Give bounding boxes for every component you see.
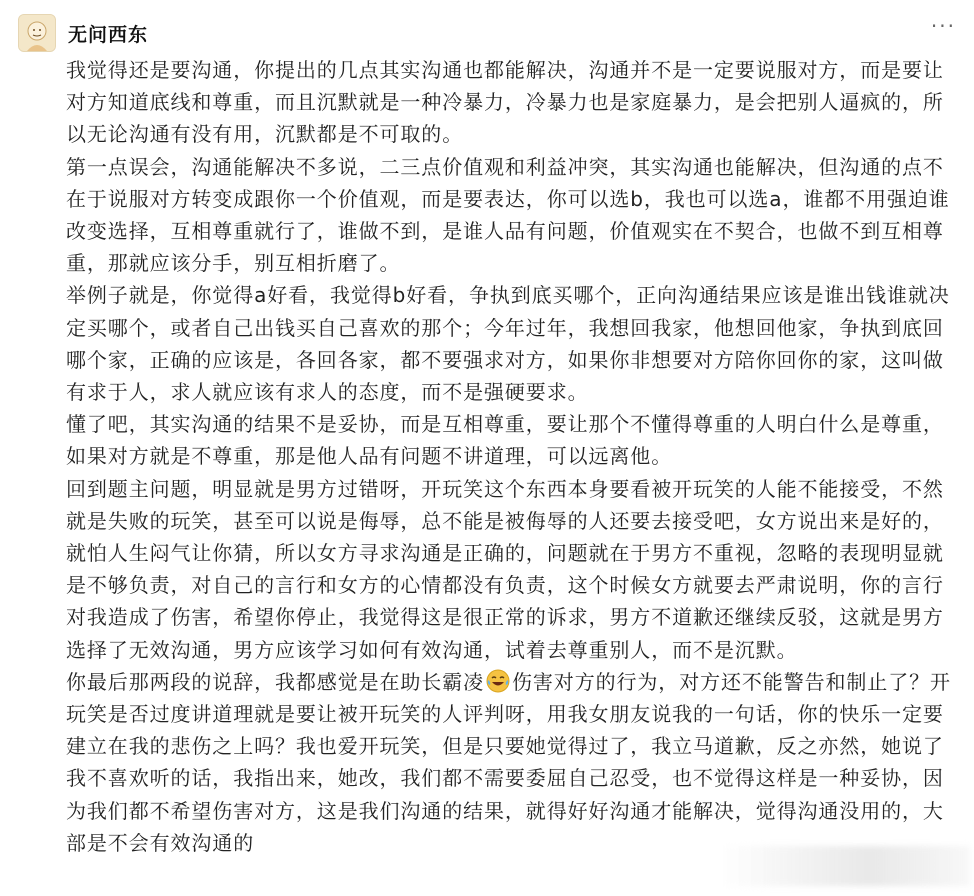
paragraph-6-text-start: 你最后那两段的说辞，我都感觉是在助长霸凌 [66, 669, 484, 694]
post-body [66, 54, 954, 859]
more-options-icon[interactable]: ··· [930, 14, 956, 38]
paragraph-5: 回到题主问题，明显就是男方过错呀，开玩笑这个东西本身要看被开玩笑的人能不能接受，不然就是失败的玩笑，甚至可以说是侮辱，总不能是被侮辱的人还要去接受吧，女方说出来是好的，就怕人生闷气让你猜，所以女方寻求沟通是正确的，问题就在于男方不重视，忽略的表现明显就是不够负责，对自己的言行和女方的心情都没有负责，这个时候女方就要去严肃说明，你的言行对我造成了伤害，希望你停止，我觉得这是很正常的诉求，男方不道歉还继续反驳，这就是男方选择了无效沟通，男方应该学习如何有效沟通，试着去尊重别人，而不是沉默。 [66, 476, 944, 662]
paragraph-2: 第一点误会，沟通能解决不多说，二三点价值观和利益冲突，其实沟通也能解决，但沟通的点不在于说服对方转变成跟你一个价值观，而是要表达，你可以选b，我也可以选a，谁都不用强迫谁改变选择，互相尊重就行了，谁做不到，是谁人品有问题，价值观实在不契合，也做不到互相尊重，那就应该分手，别互相折磨了。 [66, 154, 950, 276]
avatar-face-icon [19, 15, 55, 51]
paragraph-6 [66, 666, 954, 859]
paragraph-6-text-end: 伤害对方的行为，对方还不能警告和制止了？开玩笑是否过度讲道理就是要让被开玩笑的人评判呀，用我女朋友说我的一句话，你的快乐一定要建立在我的悲伤之上吗？我也爱开玩笑，但是只要她觉得过了，我立马道歉，反之亦然，她说了我不喜欢听的话，我指出来，她改，我们都不需要委屈自己忍受，也不觉得这样是一种妥协，因为我们都不希望伤害对方，这是我们沟通的结果，就得好好沟通才能解决，觉得沟通没用的，大部是不会有效沟通的 [66, 669, 951, 855]
avatar[interactable] [18, 14, 56, 52]
blurred-watermark [720, 846, 970, 886]
paragraph-4: 懂了吧，其实沟通的结果不是妥协，而是互相尊重，要让那个不懂得尊重的人明白什么是尊重，如果对方就是不尊重，那是他人品有问题不讲道理，可以远离他。 [66, 412, 944, 469]
paragraph-1: 我觉得还是要沟通，你提出的几点其实沟通也都能解决，沟通并不是一定要说服对方，而是要让对方知道底线和尊重，而且沉默就是一种冷暴力，冷暴力也是家庭暴力，是会把别人逼疯的，所以无论沟通有没有用，沉默都是不可取的。 [66, 58, 944, 147]
author-name[interactable]: 无问西东 [68, 24, 149, 46]
post-header [14, 14, 960, 54]
paragraph-3: 举例子就是，你觉得a好看，我觉得b好看，争执到底买哪个，正向沟通结果应该是谁出钱谁就决定买哪个，或者自己出钱买自己喜欢的那个；今年过年，我想回我家，他想回他家，争执到底回哪个家，正确的应该是，各回各家，都不要强求对方，如果你非想要对方陪你回你的家，这叫做有求于人，求人就应该有求人的态度，而不是强硬要求。 [66, 283, 950, 405]
laughing-tears-emoji-icon [486, 669, 510, 693]
